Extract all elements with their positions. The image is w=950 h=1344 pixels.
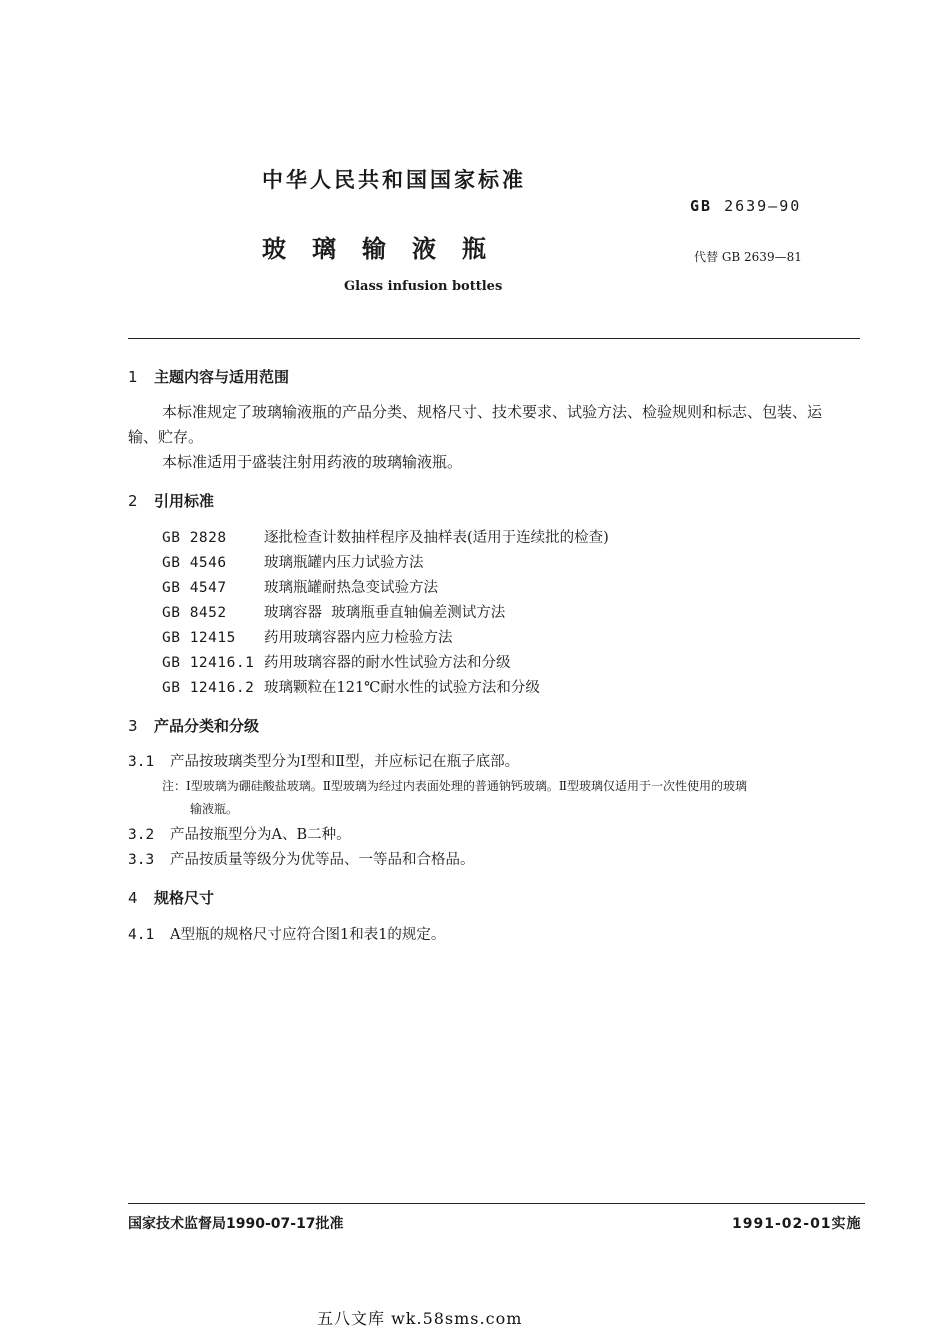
reference-title: 玻璃颗粒在121℃耐水性的试验方法和分级 [264,680,540,696]
section-title: 产品分类和分级 [154,717,260,735]
reference-title: 药用玻璃容器内应力检验方法 [264,630,453,646]
section-2-heading [128,490,214,511]
section-number: 4 [128,889,138,907]
section-title: 主题内容与适用范围 [154,368,290,386]
section-title: 引用标准 [154,492,215,510]
approval-date: 国家技术监督局1990-07-17批准 [128,1216,344,1232]
clause-number: 4.1 [128,927,155,943]
section-number: 3 [128,717,138,735]
reference-item [162,526,609,547]
section-4-heading [128,887,214,908]
document-title-english: Glass infusion bottles [344,279,503,294]
section-number: 2 [128,492,138,510]
reference-code: GB 2828 [162,530,227,546]
footer-divider [128,1203,865,1204]
watermark-text: 五八文库 wk.58sms.com [317,1309,523,1328]
clause-text: A型瓶的规格尺寸应符合图1和表1的规定。 [170,927,446,943]
effective-date: 1991-02-01实施 [732,1216,862,1232]
section-number: 1 [128,368,138,386]
clause-number: 3.3 [128,852,155,868]
section-1-para-1-line-2: 输、贮存。 [128,428,204,446]
reference-code: GB 12416.1 [162,655,255,671]
reference-code: GB 4547 [162,580,227,596]
clause-text: 产品按玻璃类型分为Ⅰ型和Ⅱ型，并应标记在瓶子底部。 [170,754,520,770]
clause-4-1 [128,923,445,944]
reference-code: GB 4546 [162,555,227,571]
note-line-1: 注：Ⅰ型玻璃为硼硅酸盐玻璃。Ⅱ型玻璃为经过内表面处理的普通钠钙玻璃。Ⅱ型玻璃仅适用于一次性使用的玻璃 [162,779,748,793]
reference-title: 药用玻璃容器的耐水性试验方法和分级 [264,655,511,671]
reference-code: GB 12415 [162,630,236,646]
section-title: 规格尺寸 [154,889,215,907]
reference-title: 玻璃瓶罐耐热急变试验方法 [264,580,438,596]
replaces-standard: 代替 GB 2639—81 [694,250,802,264]
section-1-heading [128,366,289,387]
reference-item [162,651,511,672]
document-title: 玻璃输液瓶 [262,235,512,263]
standard-category-title: 中华人民共和国国家标准 [262,168,526,192]
header-divider [128,338,860,339]
reference-item [162,601,505,622]
clause-3-2 [128,823,351,844]
reference-item [162,576,438,597]
reference-item [162,676,540,697]
standard-prefix: GB [690,197,713,215]
clause-text: 产品按质量等级分为优等品、一等品和合格品。 [170,852,475,868]
section-1-para-2: 本标准适用于盛装注射用药液的玻璃输液瓶。 [162,453,463,471]
section-1-para-1-line-1: 本标准规定了玻璃输液瓶的产品分类、规格尺寸、技术要求、试验方法、检验规则和标志、包装、运 [162,403,823,421]
reference-code: GB 12416.2 [162,680,255,696]
clause-number: 3.1 [128,754,155,770]
clause-number: 3.2 [128,827,155,843]
standard-number [690,197,801,215]
reference-code: GB 8452 [162,605,227,621]
reference-title: 玻璃瓶罐内压力试验方法 [264,555,424,571]
reference-title: 玻璃容器 玻璃瓶垂直轴偏差测试方法 [264,605,506,621]
clause-3-3 [128,848,475,869]
clause-text: 产品按瓶型分为A、B二种。 [170,827,351,843]
clause-3-1 [128,750,519,771]
standard-code: 2639—90 [724,197,802,215]
note-line-2: 输液瓶。 [190,802,239,816]
reference-item [162,551,424,572]
reference-item [162,626,453,647]
section-3-heading [128,715,259,736]
reference-title: 逐批检查计数抽样程序及抽样表(适用于连续批的检查) [264,530,609,546]
